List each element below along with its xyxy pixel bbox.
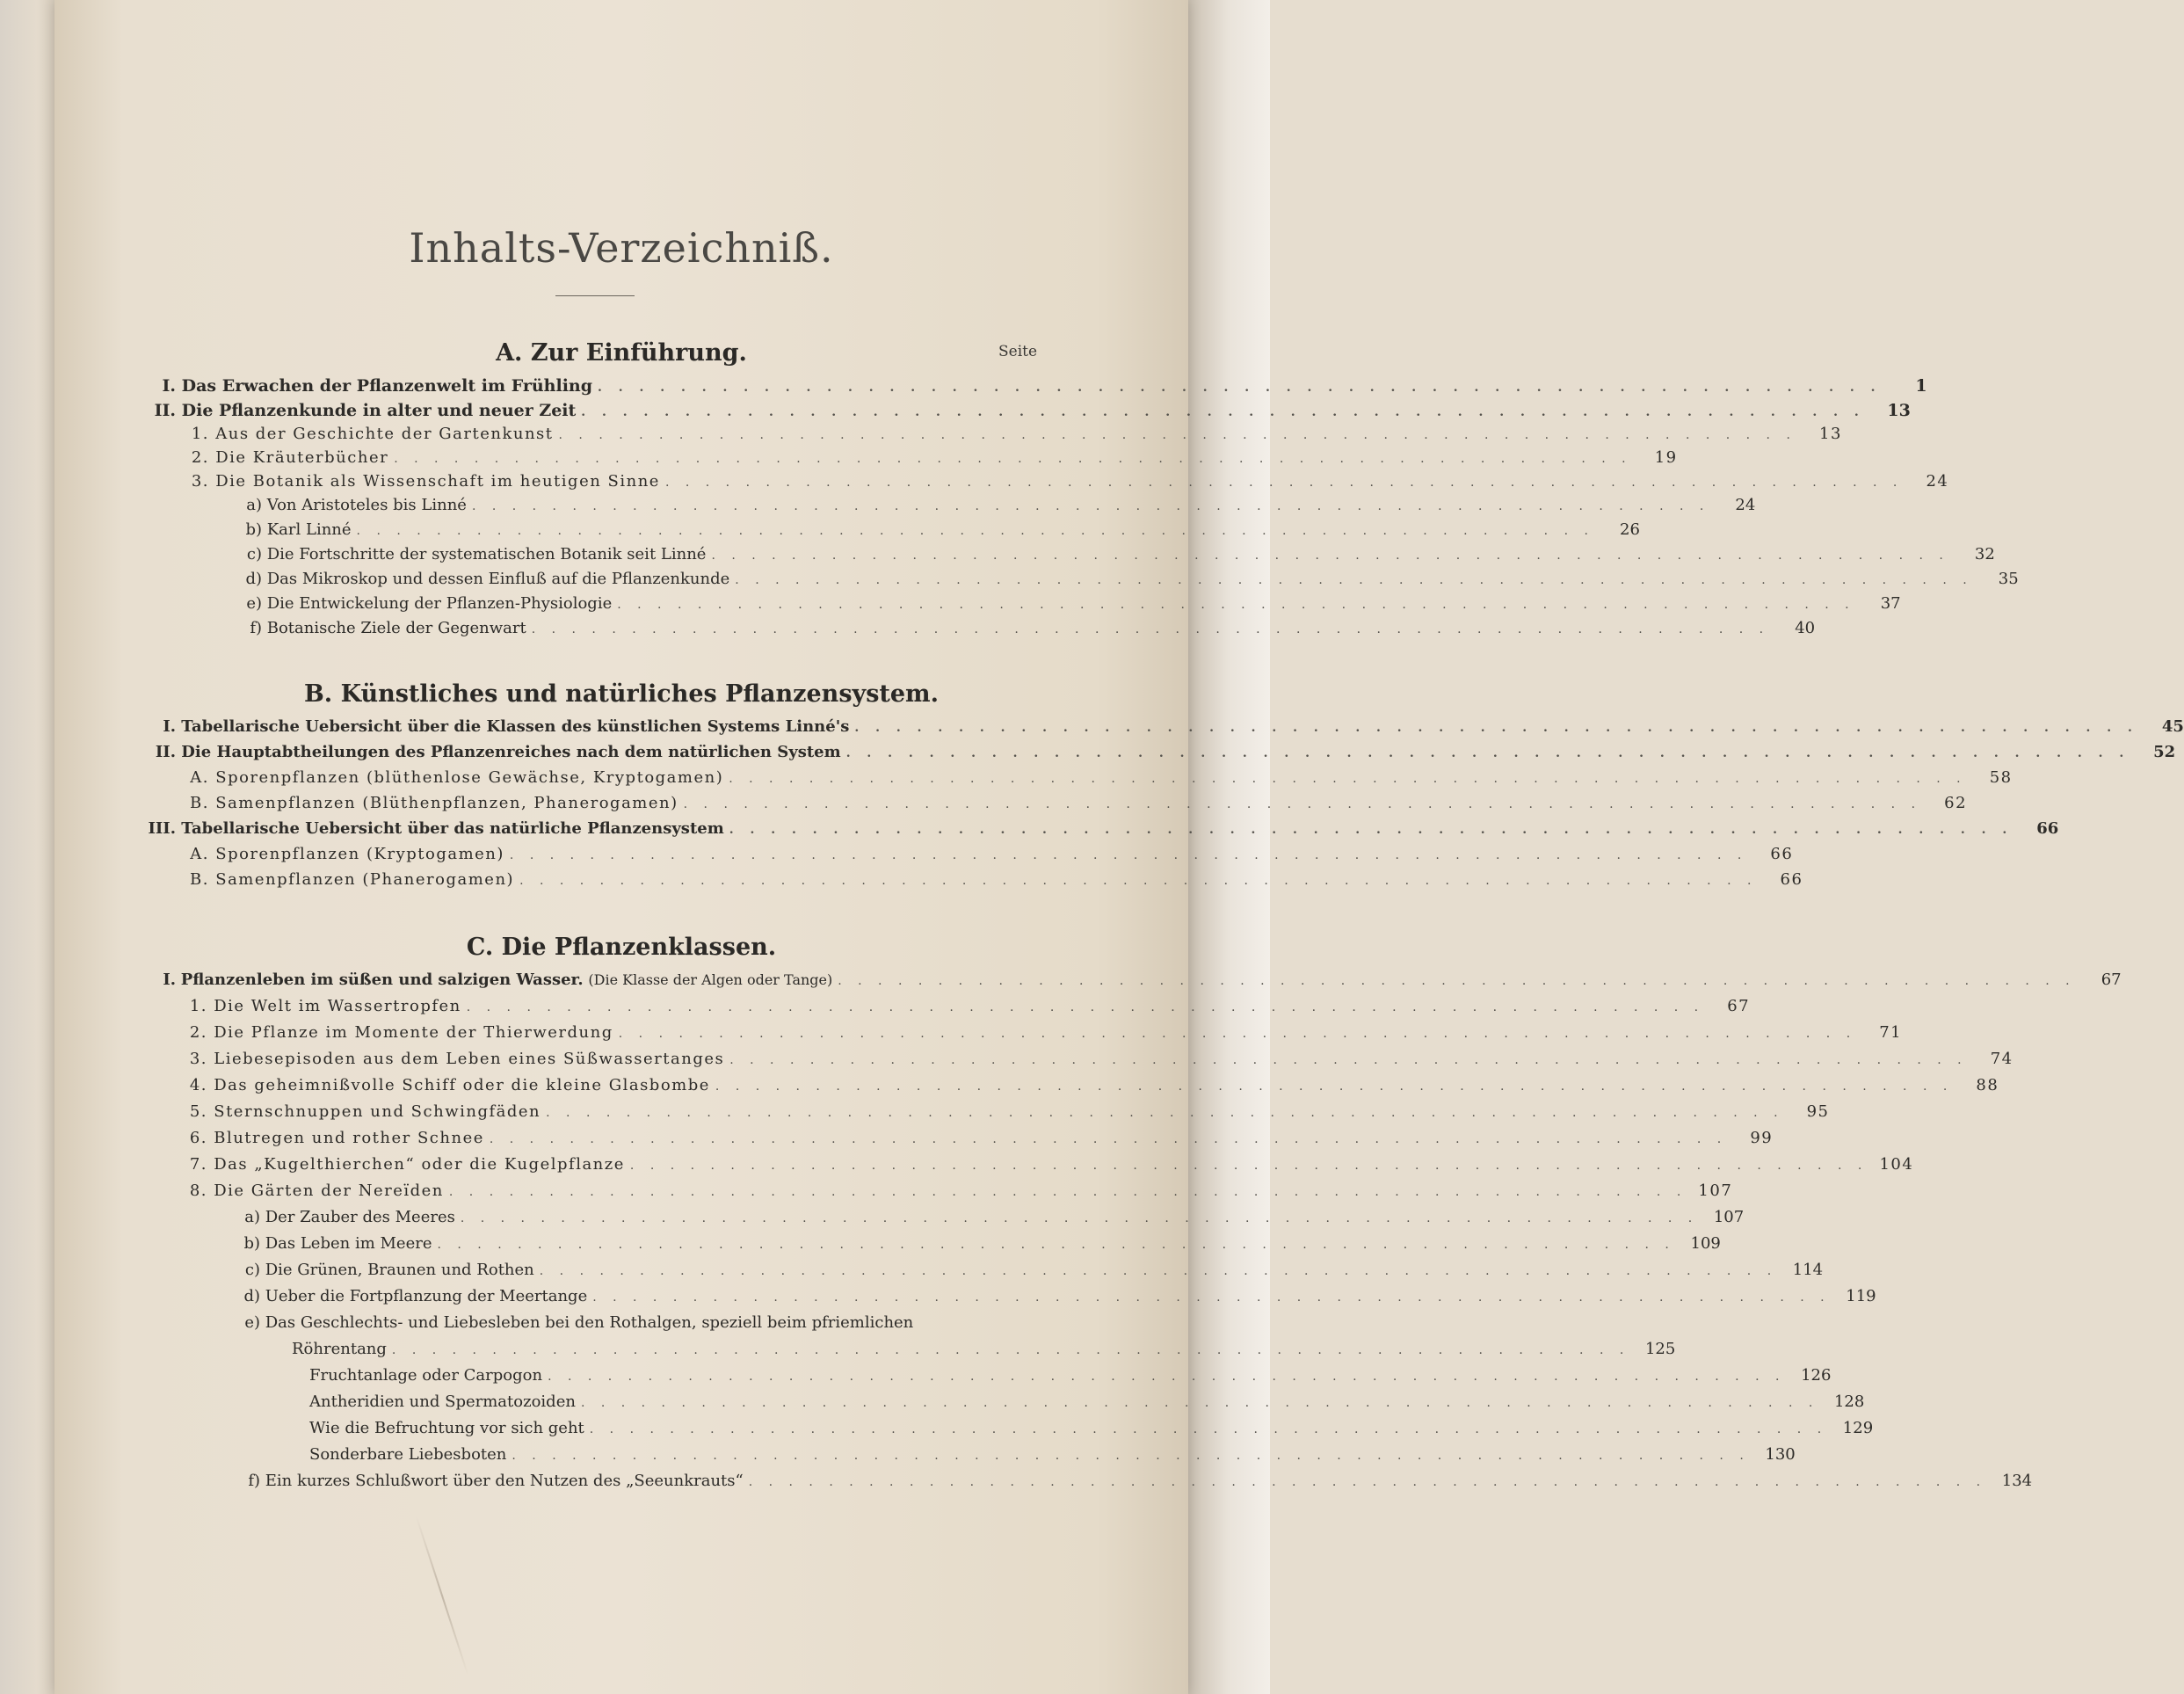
entry-number: b): [243, 1234, 260, 1253]
entry-title: Pflanzenleben im süßen und salzigen Wasser.: [180, 971, 584, 989]
dot-leader: . . . . . . . . . . . . . . . . . . . . . . . . . . . . . . . . . . . . . . . . . . . . . . . . . . . . . . . . . . . . . .: [617, 598, 1855, 612]
entry-page: 19: [1654, 448, 1678, 467]
entry-page: 13: [1819, 425, 1842, 443]
toc-entry[interactable]: [186, 448, 1678, 467]
book-page: [54, 0, 2184, 1694]
entry-page: 26: [1620, 520, 1640, 539]
dot-leader: . . . . . . . . . . . . . . . . . . . . . . . . . . . . . . . . . . . . . . . . . . . . . . . . . . . . . . . . . . . . . .: [448, 1185, 1687, 1199]
entry-title: Röhrentang: [292, 1340, 387, 1358]
dot-leader: . . . . . . . . . . . . . . . . . . . . . . . . . . . . . . . . . . . . . . . . . . . . . . . . . . . . . . . . . . . . . .: [683, 797, 1922, 811]
entry-title: Antheridien und Spermatozoiden: [309, 1392, 576, 1411]
entry-title: Aus der Geschichte der Gartenkunst: [215, 425, 554, 443]
toc-entry[interactable]: [185, 1050, 2013, 1068]
entry-title: Wie die Befruchtung vor sich geht: [309, 1419, 584, 1437]
toc-entry[interactable]: [239, 594, 1901, 613]
toc-entry[interactable]: [309, 1366, 1832, 1385]
entry-title: Das Mikroskop und dessen Einfluß auf die Pflanzenkunde: [266, 570, 730, 588]
entry-number: 6.: [189, 1129, 207, 1147]
entry-number: c): [244, 1261, 260, 1279]
entry-page: 37: [1880, 594, 1901, 613]
entry-title: Tabellarische Uebersicht über das natürliche Pflanzensystem: [181, 819, 724, 838]
entry-number: 2.: [191, 448, 209, 467]
entry-page: 58: [1989, 768, 2013, 787]
entry-page: 1: [1915, 376, 1927, 396]
toc-entry[interactable]: [185, 1023, 1903, 1042]
entry-page: 62: [1944, 794, 1968, 812]
dot-leader: . . . . . . . . . . . . . . . . . . . . . . . . . . . . . . . . . . . . . . . . . . . . . . . . . . . . . . . . . . . . . .: [391, 1343, 1630, 1357]
entry-number: d): [245, 570, 262, 588]
toc-entry[interactable]: [142, 743, 2176, 761]
toc-entry[interactable]: [237, 1472, 2033, 1490]
entry-title: Tabellarische Uebersicht über die Klassen des künstlichen Systems Linné's: [181, 717, 850, 736]
dot-leader: . . . . . . . . . . . . . . . . . . . . . . . . . . . . . . . . . . . . . . . . . . . . . . . . . . . . . . . . . . . . . .: [539, 1264, 1778, 1278]
entry-number: 8.: [189, 1181, 207, 1200]
entry-page: 129: [1842, 1419, 1874, 1437]
entry-page: 107: [1713, 1208, 1745, 1226]
dot-leader: . . . . . . . . . . . . . . . . . . . . . . . . . . . . . . . . . . . . . . . . . . . . . . . . . . . . . . . . . . . . . .: [580, 1396, 1819, 1410]
paper-crease: [416, 1516, 469, 1675]
dot-leader: . . . . . . . . . . . . . . . . . . . . . . . . . . . . . . . . . . . . . . . . . . . . . . . . . . . . . . . . . . . . . .: [356, 524, 1594, 538]
dot-leader: . . . . . . . . . . . . . . . . . . . . . . . . . . . . . . . . . . . . . . . . . . . . . . . . . . . . . . . . . . . . . .: [845, 746, 2130, 760]
toc-entry[interactable]: [239, 570, 2019, 588]
entry-title: Die Gärten der Nereïden: [214, 1181, 444, 1200]
entry-title: Karl Linné: [266, 520, 352, 539]
toc-entry[interactable]: [146, 971, 2122, 989]
dot-leader: . . . . . . . . . . . . . . . . . . . . . . . . . . . . . . . . . . . . . . . . . . . . . . . . . . . . . . . . . . . . . .: [854, 721, 2138, 735]
dot-leader: . . . . . . . . . . . . . . . . . . . . . . . . . . . . . . . . . . . . . . . . . . . . . . . . . . . . . . . . . . . . . .: [548, 1370, 1786, 1384]
dot-leader: . . . . . . . . . . . . . . . . . . . . . . . . . . . . . . . . . . . . . . . . . . . . . . . . . . . . . . . . . . . . . .: [729, 772, 1967, 786]
section-heading-c: C. Die Pflanzenklassen.: [466, 934, 777, 961]
entry-page: 125: [1644, 1340, 1676, 1358]
entry-title: Blutregen und rother Schnee: [214, 1129, 484, 1147]
entry-page: 66: [1780, 870, 1803, 889]
entry-number: B.: [190, 794, 209, 812]
entry-title: Die Welt im Wassertropfen: [214, 997, 461, 1015]
entry-number: a): [244, 1208, 260, 1226]
entry-title: Botanische Ziele der Gegenwart: [266, 619, 526, 637]
toc-entry[interactable]: [186, 794, 1968, 812]
dot-leader: . . . . . . . . . . . . . . . . . . . . . . . . . . . . . . . . . . . . . . . . . . . . . . . . . . . . . . . . . . . . . .: [394, 452, 1632, 466]
entry-page: 52: [2153, 743, 2176, 761]
entry-number: e): [246, 594, 262, 613]
toc-entry[interactable]: [239, 545, 1995, 563]
entry-number: 3.: [191, 472, 209, 491]
dot-leader: . . . . . . . . . . . . . . . . . . . . . . . . . . . . . . . . . . . . . . . . . . . . . . . . . . . . . . . . . . . . . .: [715, 1080, 1954, 1094]
entry-page: 128: [1833, 1392, 1865, 1411]
entry-number: 5.: [189, 1102, 207, 1121]
toc-entry[interactable]: [185, 1076, 1999, 1094]
dot-leader: . . . . . . . . . . . . . . . . . . . . . . . . . . . . . . . . . . . . . . . . . . . . . . . . . . . . . . . . . . . . . .: [581, 405, 1865, 419]
entry-title: Die Pflanze im Momente der Thierwerdung: [214, 1023, 613, 1042]
entry-title: Das Leben im Meere: [265, 1234, 432, 1253]
dot-leader: . . . . . . . . . . . . . . . . . . . . . . . . . . . . . . . . . . . . . . . . . . . . . . . . . . . . . . . . . . . . . .: [558, 428, 1796, 442]
entry-page: 88: [1976, 1076, 1999, 1094]
dot-leader: . . . . . . . . . . . . . . . . . . . . . . . . . . . . . . . . . . . . . . . . . . . . . . . . . . . . . . . . . . . . . .: [664, 476, 1904, 490]
entry-page: 119: [1846, 1287, 1876, 1305]
toc-entry[interactable]: [309, 1445, 1796, 1464]
entry-number: 1.: [189, 997, 207, 1015]
toc-entry[interactable]: [185, 1102, 1830, 1121]
entry-page: 35: [1998, 570, 2019, 588]
toc-entry[interactable]: [185, 997, 1751, 1015]
entry-title: Die Botanik als Wissenschaft im heutigen Sinne: [215, 472, 660, 491]
entry-title: Sporenpflanzen (Kryptogamen): [215, 845, 504, 863]
entry-number: d): [243, 1287, 260, 1305]
entry-number: II.: [154, 401, 176, 420]
toc-entry[interactable]: [239, 520, 1640, 539]
entry-title: Samenpflanzen (Phanerogamen): [215, 870, 515, 889]
entry-number: 2.: [189, 1023, 207, 1042]
entry-title: Das Erwachen der Pflanzenwelt im Frühling: [181, 376, 593, 396]
entry-title: Die Hauptabtheilungen des Pflanzenreiches nach dem natürlichen System: [181, 743, 841, 761]
title-rule: [555, 295, 635, 296]
toc-entry[interactable]: [237, 1313, 1118, 1332]
toc-entry[interactable]: [239, 619, 1816, 637]
entry-page: 67: [1727, 997, 1751, 1015]
entry-title: Die Kräuterbücher: [215, 448, 389, 467]
entry-number: c): [246, 545, 262, 563]
toc-entry[interactable]: [239, 496, 1756, 514]
entry-title: Die Pflanzenkunde in alter und neuer Zeit: [181, 401, 577, 420]
entry-page: 66: [1770, 845, 1794, 863]
dot-leader: . . . . . . . . . . . . . . . . . . . . . . . . . . . . . . . . . . . . . . . . . . . . . . . . . . . . . . . . . . . . . .: [729, 823, 2013, 837]
entry-page: 99: [1750, 1129, 1774, 1147]
toc-entry[interactable]: [186, 425, 1842, 443]
entry-number: A.: [190, 768, 209, 787]
entry-title: Ein kurzes Schlußwort über den Nutzen des „Seeunkrauts“: [265, 1472, 744, 1490]
entry-page: 95: [1806, 1102, 1830, 1121]
entry-title: Das Geschlechts- und Liebesleben bei den Rothalgen, speziell beim pfriemlichen: [265, 1313, 914, 1332]
entry-number: 1.: [191, 425, 209, 443]
entry-subtitle: (Die Klasse der Algen oder Tange): [588, 971, 833, 988]
entry-number: 7.: [189, 1155, 207, 1174]
section-heading-a: A. Zur Einführung.: [496, 339, 747, 367]
dot-leader: . . . . . . . . . . . . . . . . . . . . . . . . . . . . . . . . . . . . . . . . . . . . . . . . . . . . . . . . . . . . . .: [437, 1238, 1675, 1252]
dot-leader: . . . . . . . . . . . . . . . . . . . . . . . . . . . . . . . . . . . . . . . . . . . . . . . . . . . . . . . . . . . . . .: [711, 549, 1949, 563]
entry-number: I.: [163, 971, 176, 989]
toc-entry[interactable]: [186, 870, 1803, 889]
dot-leader: . . . . . . . . . . . . . . . . . . . . . . . . . . . . . . . . . . . . . . . . . . . . . . . . . . . . . . . . . . . . . .: [748, 1475, 1987, 1489]
background-right: [1186, 0, 1270, 1694]
section-heading-b: B. Künstliches und natürliches Pflanzensystem.: [303, 680, 940, 708]
entry-title: Sternschnuppen und Schwingfäden: [214, 1102, 541, 1121]
entry-number: 4.: [189, 1076, 207, 1094]
dot-leader: . . . . . . . . . . . . . . . . . . . . . . . . . . . . . . . . . . . . . . . . . . . . . . . . . . . . . . . . . . . . . .: [509, 848, 1748, 862]
dot-leader: . . . . . . . . . . . . . . . . . . . . . . . . . . . . . . . . . . . . . . . . . . . . . . . . . . . . . . . . . . . . . .: [598, 381, 1882, 395]
dot-leader: . . . . . . . . . . . . . . . . . . . . . . . . . . . . . . . . . . . . . . . . . . . . . . . . . . . . . . . . . . . . . .: [471, 499, 1710, 513]
toc-entry[interactable]: [237, 1287, 1876, 1305]
dot-leader: . . . . . . . . . . . . . . . . . . . . . . . . . . . . . . . . . . . . . . . . . . . . . . . . . . . . . . . . . . . . . .: [838, 974, 2076, 988]
entry-page: 107: [1698, 1181, 1733, 1200]
toc-entry[interactable]: [185, 1181, 1733, 1200]
dot-leader: . . . . . . . . . . . . . . . . . . . . . . . . . . . . . . . . . . . . . . . . . . . . . . . . . . . . . . . . . . . . . .: [629, 1159, 1868, 1173]
entry-page: 114: [1792, 1261, 1824, 1279]
toc-entry[interactable]: [134, 819, 2059, 838]
toc-entry[interactable]: [237, 1261, 1824, 1279]
entry-page: 67: [2101, 971, 2122, 989]
toc-entry[interactable]: [185, 1129, 1774, 1147]
dot-leader: . . . . . . . . . . . . . . . . . . . . . . . . . . . . . . . . . . . . . . . . . . . . . . . . . . . . . . . . . . . . . .: [466, 1000, 1705, 1014]
toc-entry-continuation[interactable]: [292, 1340, 1676, 1358]
entry-title: Das „Kugelthierchen“ oder die Kugelpflanze: [214, 1155, 625, 1174]
entry-page: 45: [2161, 717, 2184, 736]
dot-leader: . . . . . . . . . . . . . . . . . . . . . . . . . . . . . . . . . . . . . . . . . . . . . . . . . . . . . . . . . . . . . .: [618, 1027, 1857, 1041]
entry-page: 104: [1879, 1155, 1914, 1174]
entry-title: Die Grünen, Braunen und Rothen: [265, 1261, 534, 1279]
background-left: [0, 0, 62, 1694]
toc-entry[interactable]: [142, 401, 1911, 420]
toc-entry[interactable]: [185, 1155, 1914, 1174]
entry-page: 32: [1974, 545, 1995, 563]
entry-page: 71: [1879, 1023, 1903, 1042]
toc-entry[interactable]: [237, 1208, 1745, 1226]
entry-number: III.: [148, 819, 176, 838]
dot-leader: . . . . . . . . . . . . . . . . . . . . . . . . . . . . . . . . . . . . . . . . . . . . . . . . . . . . . . . . . . . . . .: [546, 1106, 1784, 1120]
entry-title: Sporenpflanzen (blüthenlose Gewächse, Kryptogamen): [215, 768, 724, 787]
entry-page: 66: [2036, 819, 2059, 838]
dot-leader: . . . . . . . . . . . . . . . . . . . . . . . . . . . . . . . . . . . . . . . . . . . . . . . . . . . . . . . . . . . . . .: [735, 573, 1973, 587]
entry-number: B.: [190, 870, 209, 889]
entry-title: Sonderbare Liebesboten: [309, 1445, 507, 1464]
entry-number: I.: [163, 717, 176, 736]
entry-page: 13: [1887, 401, 1911, 420]
entry-page: 40: [1795, 619, 1816, 637]
entry-title: Fruchtanlage oder Carpogon: [309, 1366, 543, 1385]
entry-number: 3.: [189, 1050, 207, 1068]
entry-number: I.: [162, 376, 176, 396]
entry-title: Samenpflanzen (Blüthenpflanzen, Phanerogamen): [215, 794, 678, 812]
entry-title: Der Zauber des Meeres: [265, 1208, 455, 1226]
entry-number: a): [246, 496, 262, 514]
entry-title: Von Aristoteles bis Linné: [266, 496, 467, 514]
entry-number: f): [250, 619, 262, 637]
toc-entry[interactable]: [142, 376, 1927, 396]
entry-number: f): [248, 1472, 260, 1490]
entry-title: Die Entwickelung der Pflanzen-Physiologie: [266, 594, 613, 613]
entry-number: b): [245, 520, 262, 539]
entry-page: 74: [1990, 1050, 2013, 1068]
dot-leader: . . . . . . . . . . . . . . . . . . . . . . . . . . . . . . . . . . . . . . . . . . . . . . . . . . . . . . . . . . . . . .: [729, 1053, 1968, 1067]
entry-page: 24: [1926, 472, 1949, 491]
entry-number: A.: [190, 845, 209, 863]
dot-leader: . . . . . . . . . . . . . . . . . . . . . . . . . . . . . . . . . . . . . . . . . . . . . . . . . . . . . . . . . . . . . .: [460, 1211, 1699, 1225]
entry-title: Ueber die Fortpflanzung der Meertange: [265, 1287, 588, 1305]
dot-leader: . . . . . . . . . . . . . . . . . . . . . . . . . . . . . . . . . . . . . . . . . . . . . . . . . . . . . . . . . . . . . .: [512, 1449, 1750, 1463]
toc-entry[interactable]: [186, 768, 2013, 787]
entry-page: 109: [1690, 1234, 1721, 1253]
toc-entry[interactable]: [186, 472, 1949, 491]
toc-entry[interactable]: [186, 845, 1794, 863]
dot-leader: . . . . . . . . . . . . . . . . . . . . . . . . . . . . . . . . . . . . . . . . . . . . . . . . . . . . . . . . . . . . . .: [592, 1290, 1831, 1305]
entry-number: II.: [155, 743, 176, 761]
entry-number: e): [244, 1313, 260, 1332]
entry-page: 24: [1735, 496, 1756, 514]
entry-page: 126: [1801, 1366, 1832, 1385]
toc-entry[interactable]: [237, 1234, 1721, 1253]
entry-title: Die Fortschritte der systematischen Botanik seit Linné: [266, 545, 707, 563]
toc-entry[interactable]: [309, 1392, 1865, 1411]
entry-page: 134: [2001, 1472, 2033, 1490]
page-column-label: Seite: [998, 343, 1038, 360]
dot-leader: . . . . . . . . . . . . . . . . . . . . . . . . . . . . . . . . . . . . . . . . . . . . . . . . . . . . . . . . . . . . . .: [489, 1132, 1728, 1146]
dot-leader: . . . . . . . . . . . . . . . . . . . . . . . . . . . . . . . . . . . . . . . . . . . . . . . . . . . . . . . . . . . . . .: [589, 1422, 1828, 1436]
toc-entry[interactable]: [142, 717, 2184, 736]
dot-leader: . . . . . . . . . . . . . . . . . . . . . . . . . . . . . . . . . . . . . . . . . . . . . . . . . . . . . . . . . . . . . .: [519, 874, 1758, 888]
entry-title: Liebesepisoden aus dem Leben eines Süßwassertanges: [214, 1050, 725, 1068]
entry-page: 130: [1765, 1445, 1796, 1464]
page-title: Inhalts-Verzeichniß.: [409, 224, 834, 272]
toc-entry[interactable]: [309, 1419, 1874, 1437]
entry-title: Das geheimnißvolle Schiff oder die kleine Glasbombe: [214, 1076, 710, 1094]
dot-leader: . . . . . . . . . . . . . . . . . . . . . . . . . . . . . . . . . . . . . . . . . . . . . . . . . . . . . . . . . . . . . .: [531, 622, 1770, 636]
